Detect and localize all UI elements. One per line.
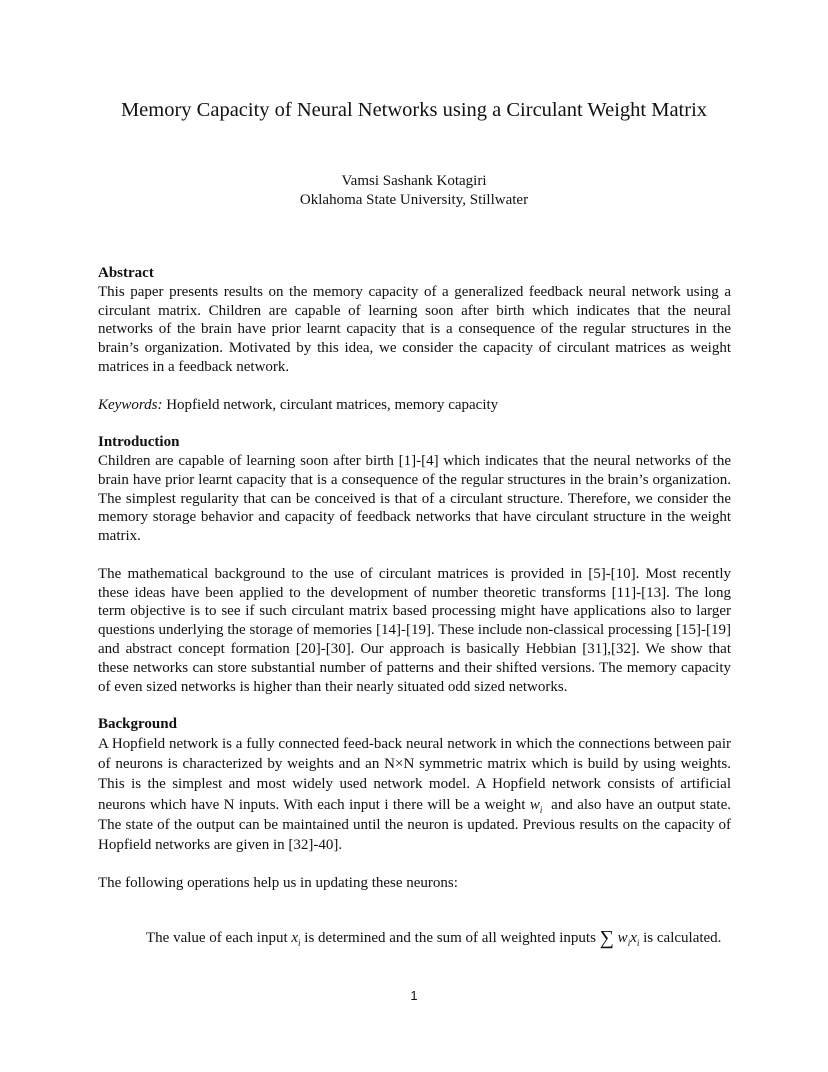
keywords-label: Keywords: (98, 396, 163, 413)
sum-symbol: ∑ (599, 927, 614, 949)
author-affiliation: Oklahoma State University, Stillwater (299, 192, 529, 208)
background-text-part-2: and also have an output state. The state of the output can be maintained until the neuron is updated. Previous results on the capacity of Hopfield networks are given in [32]-40]. (98, 796, 732, 853)
abstract-text: This paper presents results on the memory capacity of a generalized feedback neural network using a circulant matrix. Children are capable of learning soon after birth which indicates that the neural networks of the brain have prior learnt capacity that is a consequence of the regular structures in the brain’s organization. Motivated by this idea, we consider the capacity of circulant matrices as weight matrices in a feedback network. (98, 283, 731, 375)
author-name: Vamsi Sashank Kotagiri (341, 173, 487, 189)
keywords-line (98, 396, 731, 415)
weighted-sum-expression: ∑ $w_ix_i$ (599, 927, 640, 949)
background-paragraph (98, 734, 731, 855)
paper-body (98, 264, 731, 893)
author-block (0, 172, 828, 210)
introduction-paragraph-1: Children are capable of learning soon after birth [1]-[4] which indicates that the neural networks of the brain have prior learnt capacity that is a consequence of the regular structures in the brain’s organization. The simplest regularity that can be conceived is that of a circulant structure. Therefore, we consider the memory storage behavior and capacity of feedback networks that have circulant structure in the weight matrix. (98, 452, 731, 545)
operation-item (146, 926, 731, 950)
introduction-paragraph-2: The mathematical background to the use of circulant matrices is provided in [5]-[10]. Most recently these ideas have been applied to the development of number theoretic transforms [11]-[13]. The long term objective is to see if such circulant matrix based processing might have applications also to larger questions underlying the storage of memories [14]-[19]. These include non-classical processing [15]-[19] and abstract concept formation [20]-[30]. Our approach is basically Hebbian [31],[32]. We show that these networks can store substantial number of patterns and their shifted versions. The memory capacity of even sized networks is higher than their nearly situated odd sized networks. (98, 565, 731, 695)
operations-intro: The following operations help us in updating these neurons: (98, 874, 458, 891)
input-variable: $x_i$ (291, 930, 301, 948)
paper-title: Memory Capacity of Neural Networks using a Circulant Weight Matrix (120, 99, 708, 121)
weight-variable: $w_i$ (529, 796, 543, 815)
abstract-heading: Abstract (98, 265, 154, 281)
introduction-heading: Introduction (98, 434, 180, 451)
operation-text-part-3: is calculated. (643, 930, 722, 946)
operation-text-part-2: is determined and the sum of all weighted inputs (304, 930, 596, 946)
operation-text-part-1: The value of each input (146, 930, 288, 946)
keywords-text: Hopfield network, circulant matrices, memory capacity (166, 396, 499, 413)
background-text-part-1: A Hopfield network is a fully connected feed-back neural network in which the connections between pair of neurons is characterized by weights and an N×N symmetric matrix which is build by using weights. This is the simplest and most widely used network model. A Hopfield network consists of artificial neurons which have N inputs. With each input i there will be a weight (98, 735, 731, 813)
background-heading: Background (98, 716, 177, 733)
page-number: 1 (410, 988, 418, 1003)
